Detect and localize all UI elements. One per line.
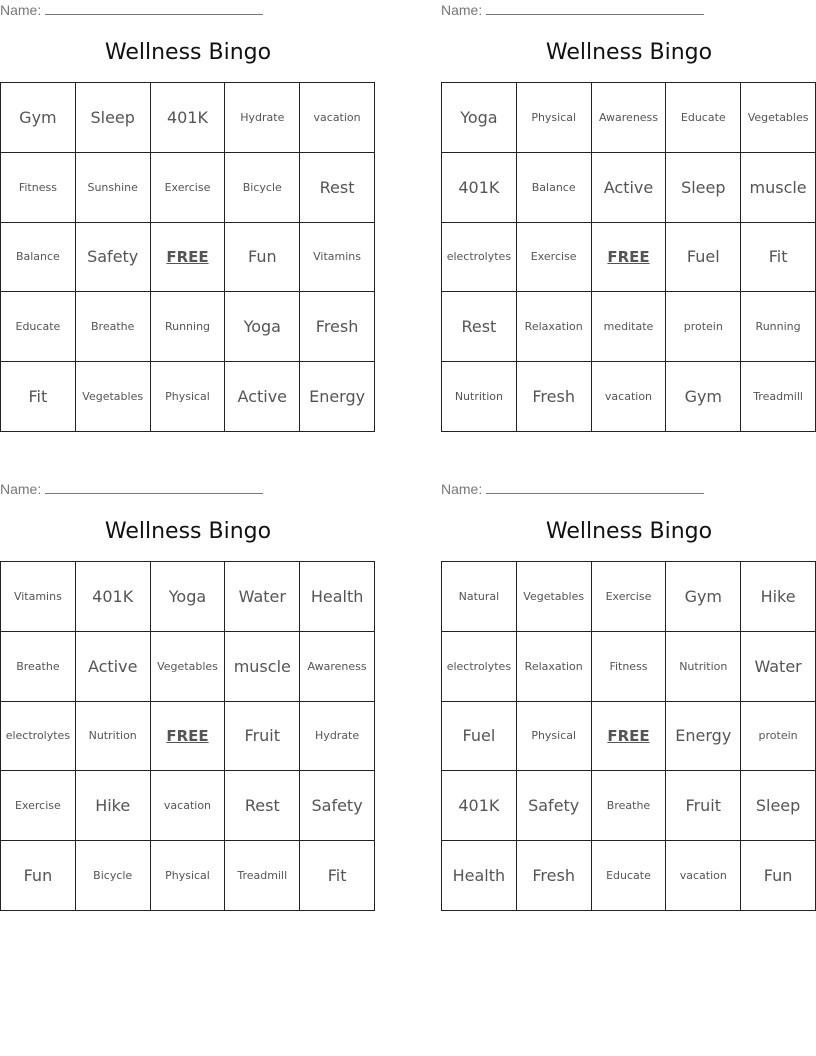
bingo-cell: Health	[300, 562, 375, 632]
bingo-cell: Exercise	[591, 562, 666, 632]
bingo-cell: Physical	[516, 701, 591, 771]
grid-row	[1, 83, 375, 153]
bingo-cell: 401K	[442, 771, 517, 841]
bingo-cell: Vegetables	[516, 562, 591, 632]
grid-row	[1, 152, 375, 222]
name-field	[441, 2, 704, 18]
bingo-cell: vacation	[591, 362, 666, 432]
name-label: Name:	[0, 481, 42, 497]
free-cell: FREE	[150, 701, 225, 771]
grid-row	[1, 701, 375, 771]
bingo-cell: Yoga	[150, 562, 225, 632]
bingo-cell: Educate	[1, 292, 76, 362]
grid-row	[1, 841, 375, 911]
bingo-cell: vacation	[666, 841, 741, 911]
bingo-grid	[441, 561, 816, 911]
bingo-cell: Sleep	[75, 83, 150, 153]
bingo-cell: Balance	[516, 152, 591, 222]
grid-row	[442, 841, 816, 911]
free-cell: FREE	[591, 701, 666, 771]
bingo-cell: Fun	[225, 222, 300, 292]
grid-row	[442, 631, 816, 701]
bingo-cell: Fitness	[1, 152, 76, 222]
bingo-cell: Fresh	[300, 292, 375, 362]
name-label: Name:	[0, 2, 42, 18]
bingo-cell: Safety	[300, 771, 375, 841]
bingo-cell: Breathe	[1, 631, 76, 701]
bingo-cell: Running	[150, 292, 225, 362]
bingo-cell: 401K	[442, 152, 517, 222]
bingo-cell: Exercise	[150, 152, 225, 222]
grid-row	[442, 562, 816, 632]
bingo-cell: Vegetables	[75, 362, 150, 432]
bingo-cell: Sleep	[741, 771, 816, 841]
grid-row	[1, 362, 375, 432]
bingo-cell: Fresh	[516, 362, 591, 432]
bingo-cell: Water	[741, 631, 816, 701]
bingo-cell: Relaxation	[516, 631, 591, 701]
bingo-cell: Fit	[741, 222, 816, 292]
grid-row	[1, 771, 375, 841]
bingo-cell: Fuel	[666, 222, 741, 292]
bingo-cell: Physical	[150, 362, 225, 432]
bingo-cell: Educate	[591, 841, 666, 911]
bingo-cell: Vitamins	[1, 562, 76, 632]
name-label: Name:	[441, 481, 483, 497]
grid-row	[442, 83, 816, 153]
bingo-cell: Fresh	[516, 841, 591, 911]
bingo-grid	[0, 82, 375, 432]
name-field	[0, 2, 263, 18]
bingo-cell: Exercise	[516, 222, 591, 292]
bingo-cell: vacation	[300, 83, 375, 153]
grid-row	[442, 771, 816, 841]
bingo-cell: Nutrition	[666, 631, 741, 701]
free-cell: FREE	[150, 222, 225, 292]
bingo-cell: Active	[591, 152, 666, 222]
bingo-cell: electrolytes	[442, 631, 517, 701]
name-field	[0, 481, 263, 497]
bingo-cell: 401K	[75, 562, 150, 632]
name-label: Name:	[441, 2, 483, 18]
bingo-cell: Balance	[1, 222, 76, 292]
bingo-cell: Nutrition	[442, 362, 517, 432]
name-field	[441, 481, 704, 497]
bingo-cell: Safety	[516, 771, 591, 841]
bingo-cell: Gym	[1, 83, 76, 153]
bingo-cell: Bicycle	[75, 841, 150, 911]
grid-row	[1, 222, 375, 292]
bingo-cell: Fruit	[666, 771, 741, 841]
free-cell: FREE	[591, 222, 666, 292]
grid-row	[442, 222, 816, 292]
grid-row	[1, 631, 375, 701]
name-blank	[486, 2, 704, 15]
bingo-cell: muscle	[741, 152, 816, 222]
bingo-cell: protein	[666, 292, 741, 362]
bingo-cell: Sunshine	[75, 152, 150, 222]
bingo-cell: Fruit	[225, 701, 300, 771]
bingo-cell: Relaxation	[516, 292, 591, 362]
bingo-cell: Active	[225, 362, 300, 432]
bingo-cell: Active	[75, 631, 150, 701]
name-blank	[486, 481, 704, 494]
bingo-cell: Running	[741, 292, 816, 362]
bingo-cell: Gym	[666, 362, 741, 432]
bingo-cell: Natural	[442, 562, 517, 632]
bingo-cell: protein	[741, 701, 816, 771]
bingo-cell: Vegetables	[150, 631, 225, 701]
bingo-cell: Rest	[442, 292, 517, 362]
bingo-cell: Treadmill	[225, 841, 300, 911]
card-title: Wellness Bingo	[545, 40, 713, 65]
bingo-cell: Safety	[75, 222, 150, 292]
bingo-cell: Awareness	[300, 631, 375, 701]
bingo-cell: vacation	[150, 771, 225, 841]
bingo-cell: Health	[442, 841, 517, 911]
bingo-cell: Treadmill	[741, 362, 816, 432]
bingo-cell: Vegetables	[741, 83, 816, 153]
bingo-grid	[441, 82, 816, 432]
bingo-cell: Hike	[75, 771, 150, 841]
bingo-cell: Yoga	[442, 83, 517, 153]
bingo-cell: Educate	[666, 83, 741, 153]
bingo-cell: meditate	[591, 292, 666, 362]
card-title: Wellness Bingo	[104, 519, 272, 544]
bingo-cell: Rest	[300, 152, 375, 222]
bingo-cell: Yoga	[225, 292, 300, 362]
bingo-cell: 401K	[150, 83, 225, 153]
bingo-cell: Sleep	[666, 152, 741, 222]
bingo-cell: Water	[225, 562, 300, 632]
bingo-cell: Fit	[300, 841, 375, 911]
name-blank	[45, 2, 263, 15]
grid-row	[442, 701, 816, 771]
card-title: Wellness Bingo	[545, 519, 713, 544]
bingo-cell: Physical	[150, 841, 225, 911]
bingo-cell: Fit	[1, 362, 76, 432]
bingo-cell: Gym	[666, 562, 741, 632]
card-title: Wellness Bingo	[104, 40, 272, 65]
bingo-cell: Physical	[516, 83, 591, 153]
bingo-cell: Awareness	[591, 83, 666, 153]
bingo-cell: Energy	[666, 701, 741, 771]
bingo-cell: Breathe	[75, 292, 150, 362]
grid-row	[442, 362, 816, 432]
grid-row	[442, 292, 816, 362]
bingo-cell: Rest	[225, 771, 300, 841]
bingo-cell: Fuel	[442, 701, 517, 771]
bingo-cell: Fun	[1, 841, 76, 911]
bingo-cell: Hydrate	[300, 701, 375, 771]
bingo-cell: Breathe	[591, 771, 666, 841]
name-blank	[45, 481, 263, 494]
bingo-cell: Bicycle	[225, 152, 300, 222]
grid-row	[442, 152, 816, 222]
bingo-cell: Nutrition	[75, 701, 150, 771]
grid-row	[1, 292, 375, 362]
bingo-cell: Fun	[741, 841, 816, 911]
bingo-cell: Exercise	[1, 771, 76, 841]
bingo-cell: Vitamins	[300, 222, 375, 292]
bingo-cell: Energy	[300, 362, 375, 432]
bingo-cell: electrolytes	[1, 701, 76, 771]
bingo-cell: muscle	[225, 631, 300, 701]
bingo-cell: Fitness	[591, 631, 666, 701]
bingo-grid	[0, 561, 375, 911]
bingo-cell: electrolytes	[442, 222, 517, 292]
bingo-cell: Hydrate	[225, 83, 300, 153]
bingo-cell: Hike	[741, 562, 816, 632]
grid-row	[1, 562, 375, 632]
